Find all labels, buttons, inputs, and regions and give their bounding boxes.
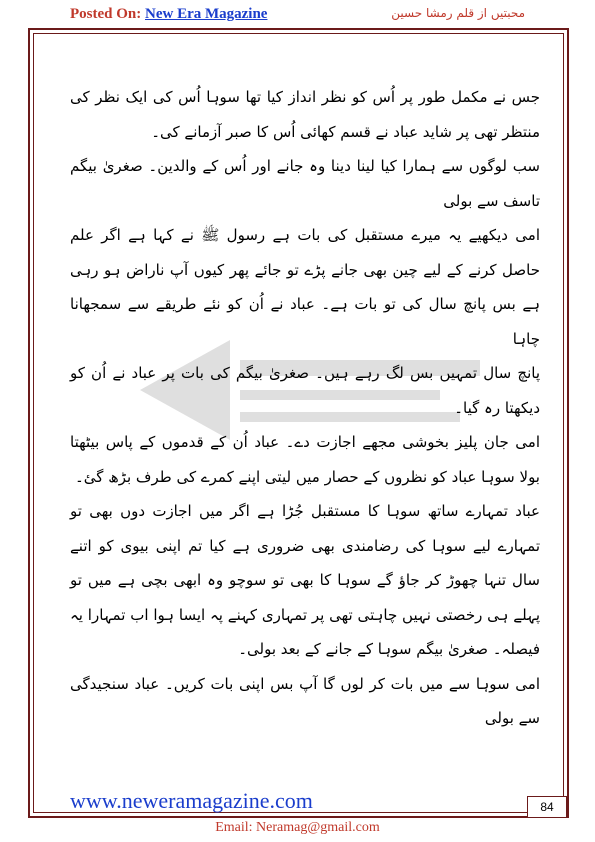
magazine-link[interactable]: New Era Magazine — [145, 6, 268, 22]
page-header-title: محبتیں از قلم رمشا حسین — [391, 6, 525, 20]
posted-on-label: Posted On: — [70, 6, 142, 22]
paragraph: جس نے مکمل طور پر اُس کو نظر انداز کیا تھا سوہا اُس کی ایک نظر کی منتظر تھی پر شاید عباد نے قسم کھائی اُس کا صبر آزمانے کی۔ — [70, 88, 540, 141]
footer-email: Email: Neramag@gmail.com — [215, 820, 380, 835]
paragraph: پانچ سال تمہیں بس لگ رہے ہیں۔ صغریٰ بیگم کی بات پر عباد نے اُن کو دیکھتا رہ گیا۔ — [70, 364, 540, 417]
header-posted-on — [70, 6, 267, 23]
article-body — [70, 80, 540, 736]
paragraph: عباد تمہارے ساتھ سوہا کا مستقبل جُڑا ہے اگر میں اجازت دوں بھی تو تمہارے لیے سوہا کی رضامندی بھی ضروری ہے کیا تم اپنی بیوی کو اتنے سال تنہا چھوڑ کر جاؤ گے سوہا کا بھی تو سوچو وہ ابھی بچی ہے میں تو پہلے ہی رخصتی نہیں چاہتی تھی پر تمہاری کہنے پہ ایسا ہوا اب تمہارا یہ فیصلہ۔ صغریٰ بیگم سوہا کے جانے کے بعد بولی۔ — [70, 502, 540, 658]
paragraph: سب لوگوں سے ہمارا کیا لینا دینا وہ جانے اور اُس کے والدین۔ صغریٰ بیگم تاسف سے بولی — [70, 157, 540, 210]
paragraph: امی جان پلیز بخوشی مجھے اجازت دے۔ عباد اُن کے قدموں کے پاس بیٹھتا بولا سوہا عباد کو نظروں کے حصار میں لیتی اپنے کمرے کی طرف بڑھ گئ۔ — [70, 433, 540, 486]
paragraph: امی دیکھیے یہ میرے مستقبل کی بات ہے رسول ﷺ نے کہا ہے اگر علم حاصل کرنے کے لیے چین بھی جانے پڑے تو جائے پھر کیوں آپ ناراض ہو رہی ہے بس پانچ سال کی تو بات ہے۔ عباد نے اُن کو نئے طریقے سے سمجھانا چاہا — [70, 226, 540, 348]
page-number: 84 — [527, 796, 567, 818]
paragraph: امی سوہا سے میں بات کر لوں گا آپ بس اپنی بات کریں۔ عباد سنجیدگی سے بولی — [70, 674, 540, 727]
website-link[interactable]: www.neweramagazine.com — [70, 788, 313, 813]
